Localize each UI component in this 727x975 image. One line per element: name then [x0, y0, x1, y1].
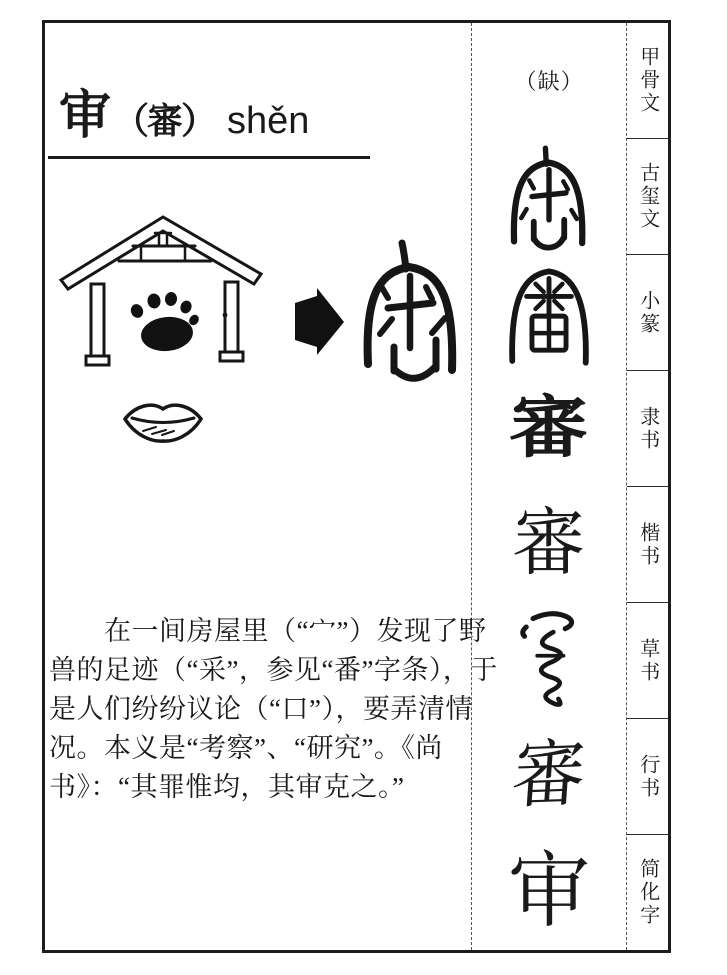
explanation-line: 书》：“其罪惟均，其审克之。”	[49, 772, 405, 802]
form-guxiwen	[472, 139, 627, 255]
title-underline	[48, 156, 370, 159]
explanation-line: 况。本义是“考察”、“研究”。《尚	[49, 733, 443, 763]
entry-pinyin: shěn	[227, 100, 310, 142]
xiaozhuan-shen-glyph	[494, 257, 604, 369]
script-label: 楷书	[636, 521, 659, 568]
form-kaishu	[472, 487, 627, 603]
explanation-paragraph	[49, 612, 498, 807]
ancient-shen-glyph	[368, 243, 453, 378]
script-label: 隶书	[636, 405, 659, 452]
script-label: 甲骨文	[636, 46, 659, 115]
forms-column	[471, 23, 627, 950]
simplified-character: 审	[508, 846, 591, 938]
xingshu-character: 審	[509, 733, 590, 819]
entry-variant: （審）	[113, 101, 216, 141]
script-label-cell	[627, 139, 668, 255]
script-label-cell	[627, 23, 668, 139]
paw-print-icon	[129, 291, 201, 353]
kaishu-character: 審	[512, 503, 587, 586]
form-xingshu	[472, 718, 627, 834]
missing-note: （缺）	[514, 69, 584, 95]
script-label-cell	[627, 603, 668, 719]
explanation-line: 在一间房屋里（“宀”）发现了野	[104, 616, 487, 646]
script-labels-column	[626, 23, 668, 950]
arrow-right-icon	[295, 288, 344, 355]
explanation-line: 兽的足迹（“采”，参见“番”字条），于	[49, 655, 498, 685]
script-label-cell	[627, 371, 668, 487]
entry-title	[59, 88, 310, 145]
entry-character: 审	[59, 88, 112, 145]
explanation-line: 是人们纷纷议论（“口”），要弄清情	[49, 694, 473, 724]
form-xiaozhuan	[472, 255, 627, 371]
form-jiaguwen	[472, 23, 627, 139]
etymology-illustration	[55, 212, 470, 455]
lips-icon	[125, 405, 201, 441]
main-panel	[45, 23, 498, 950]
script-label: 草书	[636, 637, 659, 684]
form-lishu	[472, 371, 627, 487]
script-label-cell	[627, 487, 668, 603]
page-frame	[42, 20, 671, 953]
script-label-cell	[627, 255, 668, 371]
lishu-character: 審	[509, 390, 590, 467]
script-label: 行书	[636, 753, 659, 800]
script-label: 简化字	[636, 858, 659, 927]
guxiwen-shen-glyph	[494, 141, 604, 253]
script-label-cell	[627, 835, 668, 950]
script-label: 小篆	[636, 289, 659, 336]
form-jianhuazi	[472, 834, 627, 950]
script-label: 古玺文	[636, 162, 659, 231]
caoshu-shen-glyph	[502, 605, 597, 715]
script-label-cell	[627, 719, 668, 835]
